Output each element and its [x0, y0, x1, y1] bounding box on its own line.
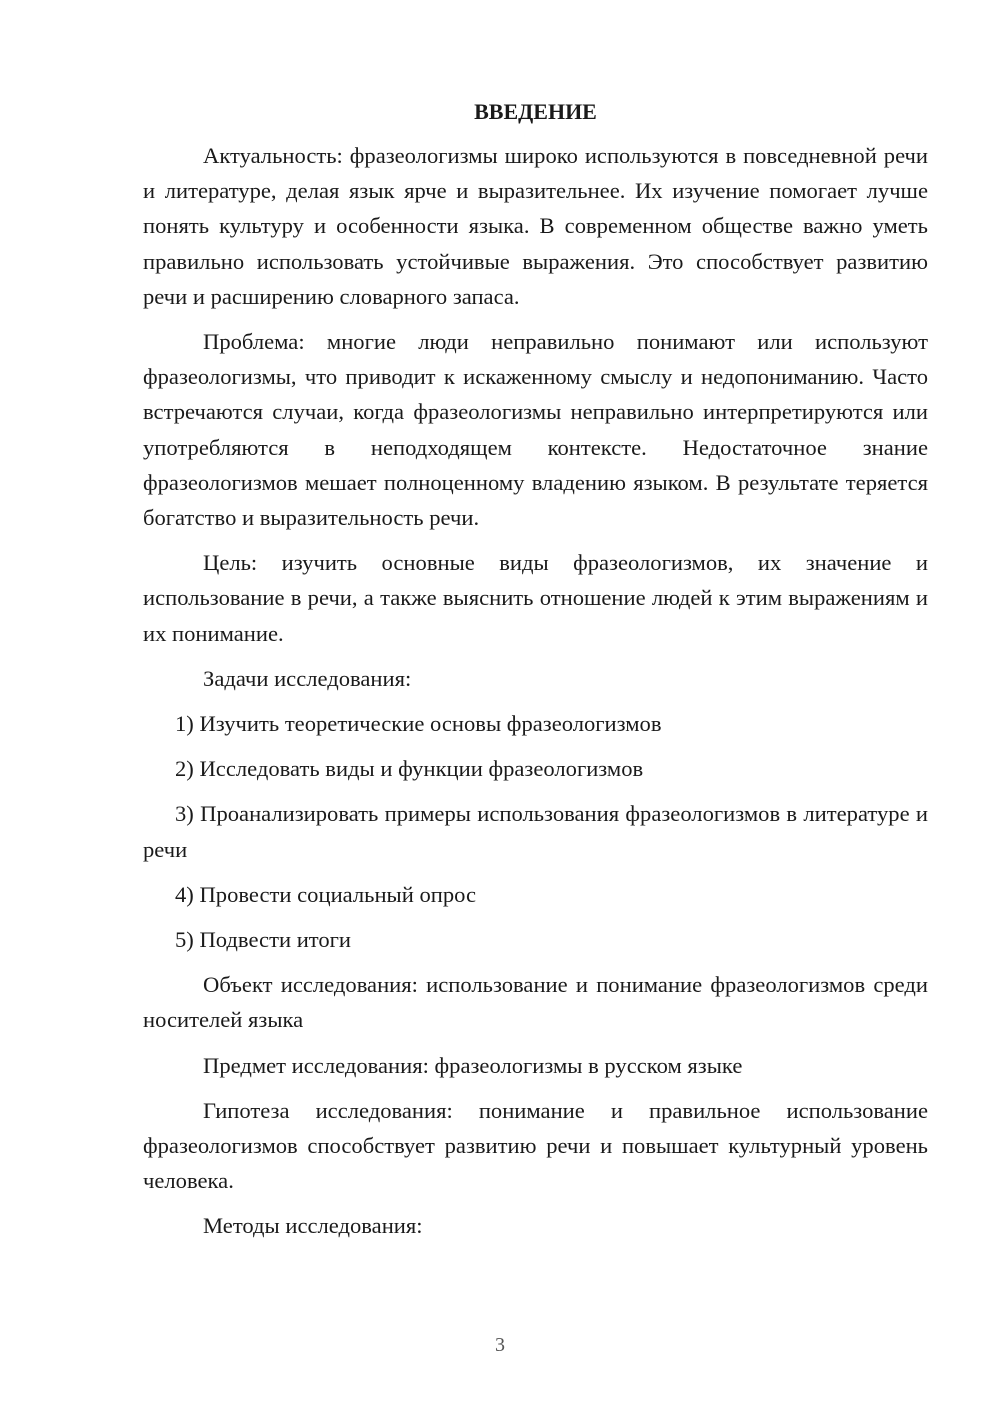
tasks-heading: Задачи исследования:	[203, 665, 412, 691]
page-number: 3	[495, 1334, 505, 1356]
subject-paragraph: Предмет исследования: фразеологизмы в русском языке	[203, 1052, 743, 1078]
task-item-3: 3) Проанализировать примеры использования фразеологизмов в литературе и речи	[143, 801, 928, 862]
problem-paragraph: Проблема: многие люди неправильно понимают или используют фразеологизмы, что приводит к искаженному смыслу и недопониманию. Часто встречаются случаи, когда фразеологизмы неправильно интерпретируются или употребляются в неподходящем контексте. Недостаточное знание фразеологизмов мешает полноценному владению языком. В результате теряется богатство и выразительность речи.	[143, 329, 928, 531]
object-paragraph: Объект исследования: использование и понимание фразеологизмов среди носителей языка	[143, 972, 928, 1033]
task-item-2: 2) Исследовать виды и функции фразеологизмов	[175, 756, 644, 782]
page-title: ВВЕДЕНИЕ	[474, 99, 597, 124]
task-item-4: 4) Провести социальный опрос	[175, 881, 477, 907]
relevance-paragraph: Актуальность: фразеологизмы широко используются в повседневной речи и литературе, делая язык ярче и выразительнее. Их изучение помогает лучше понять культуру и особенности языка. В современном обществе важно уметь правильно использовать устойчивые выражения. Это способствует развитию речи и расширению словарного запаса.	[143, 143, 928, 309]
task-item-5: 5) Подвести итоги	[175, 927, 352, 953]
methods-heading: Методы исследования:	[203, 1213, 423, 1239]
task-item-1: 1) Изучить теоретические основы фразеологизмов	[175, 711, 662, 737]
page-content	[143, 96, 928, 1254]
hypothesis-paragraph: Гипотеза исследования: понимание и правильное использование фразеологизмов способствует развитию речи и повышает культурный уровень человека.	[143, 1097, 928, 1194]
goal-paragraph: Цель: изучить основные виды фразеологизмов, их значение и использование в речи, а также выяснить отношение людей к этим выражениям и их понимание.	[143, 550, 928, 646]
